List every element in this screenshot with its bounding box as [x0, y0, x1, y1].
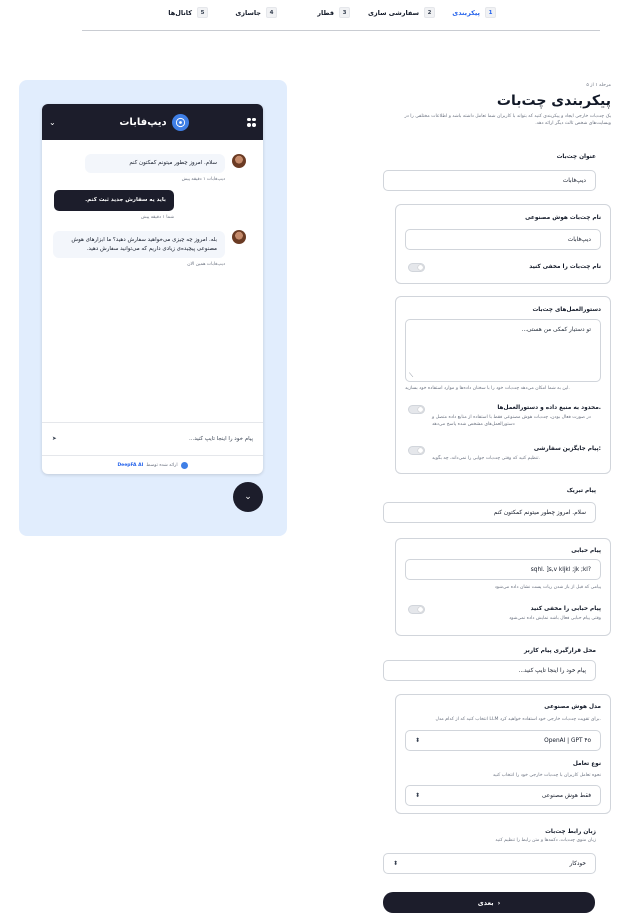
- model-select[interactable]: [405, 730, 601, 751]
- chat-message-bot: [53, 231, 225, 270]
- chat-brand-name: دیپ‌فابات: [119, 116, 167, 128]
- stepper: [82, 0, 600, 31]
- popup-input[interactable]: ?sqhl. ]s,v kljkl ;jk ;kl: [405, 559, 601, 580]
- powered-by-text: ارائه شده توسط: [146, 462, 178, 468]
- chevron-right-icon: ›: [497, 898, 501, 907]
- greeting-input[interactable]: سلام. امروز چطور میتونم کمکتون کنم: [383, 502, 596, 523]
- hide-popup-label: پیام حبابی را مخفی کنید: [530, 606, 601, 612]
- chat-input[interactable]: [42, 422, 263, 456]
- step-indicator: مرحله ۱ از ۵: [586, 83, 611, 88]
- select-caret-icon: ⬍: [393, 860, 399, 867]
- field-label: زبان رابط چت‌بات: [545, 829, 596, 835]
- limit-label: محدود به منبع داده و دستورالعمل‌ها.: [497, 405, 601, 411]
- field-label: دستورالعمل‌های چت‌بات: [532, 307, 601, 313]
- greeting-field: [383, 488, 596, 516]
- chat-message-bot: [85, 154, 225, 184]
- chevron-down-icon: ⌄: [244, 492, 252, 502]
- step-label: سفارشی سازی: [367, 8, 419, 17]
- hide-name-label: نام چت‌بات را مخفی کنید: [529, 264, 601, 270]
- popup-help: پیامی که قبل از باز شدن ربات پست نشان داده می‌شود: [494, 585, 601, 590]
- step-number: 2: [424, 7, 435, 18]
- instructions-text: تو دستیار کمکی من هستی...: [521, 327, 591, 333]
- instructions-card: [395, 296, 611, 474]
- field-label: محل قرارگیری پیام کاربر: [523, 648, 596, 654]
- step-label: قطار: [317, 8, 334, 17]
- field-label: پیام حبابی: [571, 548, 601, 554]
- step-label: جاسازی: [235, 8, 261, 17]
- limit-help: در صورت فعال بودن، چت‌بات هوش مصنوعی فقط با استفاده از منابع داده متصل و دستورالعمل‌های مشخص شده پاسخ می‌دهد: [432, 415, 591, 427]
- instructions-textarea[interactable]: [405, 319, 601, 382]
- powered-by-brand[interactable]: DeepFA AI: [117, 462, 144, 468]
- field-label: پیام تبریک: [566, 488, 596, 494]
- instructions-help: این به شما امکان می‌دهد چت‌بات خود را با سخنان داده‌ها و موارد استفاده خود بسازید.: [405, 386, 570, 391]
- language-value: خودکار: [569, 860, 586, 867]
- select-caret-icon: ⬍: [415, 737, 421, 744]
- hide-name-toggle[interactable]: [408, 263, 425, 272]
- interaction-help: نحوه تعامل کاربران با چت‌بات خارجی خود را انتخاب کنید: [492, 773, 601, 778]
- next-label: بعدی: [477, 898, 494, 907]
- language-select[interactable]: [383, 853, 596, 874]
- ai-name-input[interactable]: دیپ‌فابات: [405, 229, 601, 250]
- hide-popup-toggle[interactable]: [408, 605, 425, 614]
- field-label: نام چت‌بات هوش مصنوعی: [525, 215, 601, 221]
- model-help: انتخاب کنید که از کدام مدل LLM برای تقویت چت‌بات خارجی خود استفاده خواهید کرد.: [435, 717, 601, 722]
- step-label: پیکربندی: [452, 8, 480, 17]
- fallback-label: پیام جایگزین سفارشی:: [533, 446, 601, 452]
- step-train[interactable]: [317, 7, 350, 18]
- interaction-select[interactable]: [405, 785, 601, 806]
- page-description: یک چت‌بات خارجی ایجاد و پیکربندی کنید که بتواند با کاربران شما تعامل داشته باشد و اطلاعات مختلفی را در وبسایت‌های شخص ثالث دیگر ارائه دهد.: [404, 114, 611, 126]
- brand-logo-icon: [172, 114, 189, 131]
- chat-toggle-button[interactable]: [233, 482, 263, 512]
- step-number: 1: [485, 7, 496, 18]
- message-text: سلام. امروز چطور میتونم کمکتون کنم: [85, 154, 225, 173]
- brand-logo-icon: [181, 462, 188, 469]
- message-meta: دیپ‌فابات همین الان: [187, 262, 225, 267]
- chatbot-title-input[interactable]: دیپ‌فابات: [383, 170, 596, 191]
- step-number: 4: [266, 7, 277, 18]
- powered-by: [42, 458, 263, 472]
- step-configure[interactable]: [452, 7, 496, 18]
- message-meta: شما ۱ دقیقه پیش: [140, 214, 174, 220]
- message-text: باید یه سفارش جدید ثبت کنم.: [54, 190, 174, 211]
- next-button[interactable]: [383, 892, 595, 913]
- message-meta: دیپ‌فابات ۱ دقیقه پیش: [181, 176, 225, 182]
- send-icon[interactable]: ➤: [52, 436, 57, 442]
- chat-input-placeholder: پیام خود را اینجا تایپ کنید...: [188, 436, 253, 442]
- menu-grid-icon[interactable]: [247, 118, 256, 127]
- model-card: [395, 694, 611, 814]
- chat-brand: [119, 114, 188, 131]
- interaction-value: فقط هوش مصنوعی: [541, 792, 591, 799]
- model-value: OpenAI | GPT ۴o: [544, 737, 591, 744]
- language-field: [383, 829, 596, 867]
- step-label: کانال‌ها: [168, 8, 192, 17]
- chat-preview-widget: [42, 104, 263, 474]
- placeholder-field: [383, 648, 596, 674]
- step-channels[interactable]: [168, 7, 208, 18]
- message-text: بله. امروز چه چیزی می‌خواهید سفارش دهید؟ ما ابزارهای هوش مصنوعی پیچیده‌ی زیادی داریم که می‌توانید سفارش دهید.: [53, 231, 225, 258]
- ai-name-card: [395, 204, 611, 284]
- bot-avatar: [232, 230, 246, 244]
- field-label: مدل هوش مصنوعی: [544, 704, 601, 710]
- chatbot-title-field: [383, 154, 596, 184]
- limit-toggle[interactable]: [408, 405, 425, 414]
- form-header: [383, 82, 611, 127]
- bot-avatar: [232, 154, 246, 168]
- popup-card: [395, 538, 611, 636]
- chat-header: [42, 104, 263, 140]
- page-title: پیکربندی چت‌بات: [496, 93, 611, 109]
- chat-message-user: [54, 190, 174, 222]
- chevron-down-icon[interactable]: ⌄: [49, 117, 56, 127]
- step-embed[interactable]: [235, 7, 277, 18]
- hide-popup-help: وقتی پیام حبابی فعال باشد نمایش داده نمی‌شود: [509, 616, 601, 621]
- select-caret-icon: ⬍: [415, 792, 421, 799]
- step-customize[interactable]: [368, 7, 435, 18]
- step-number: 3: [339, 7, 350, 18]
- language-help: زبان منوی چت‌بات، دکمه‌ها و متن رابط را تنظیم کنید: [495, 838, 596, 843]
- field-label: نوع تعامل: [572, 761, 601, 767]
- resize-handle-icon[interactable]: ⟋: [409, 372, 414, 379]
- field-label: عنوان چت‌بات: [556, 154, 596, 160]
- step-number: 5: [197, 7, 208, 18]
- fallback-help: تنظیم کنید که وقتی چت‌بات جوابی را نمی‌داند، چه بگوید.: [432, 456, 541, 461]
- fallback-toggle[interactable]: [408, 446, 425, 455]
- placeholder-input[interactable]: پیام خود را اینجا تایپ کنید...: [383, 660, 596, 681]
